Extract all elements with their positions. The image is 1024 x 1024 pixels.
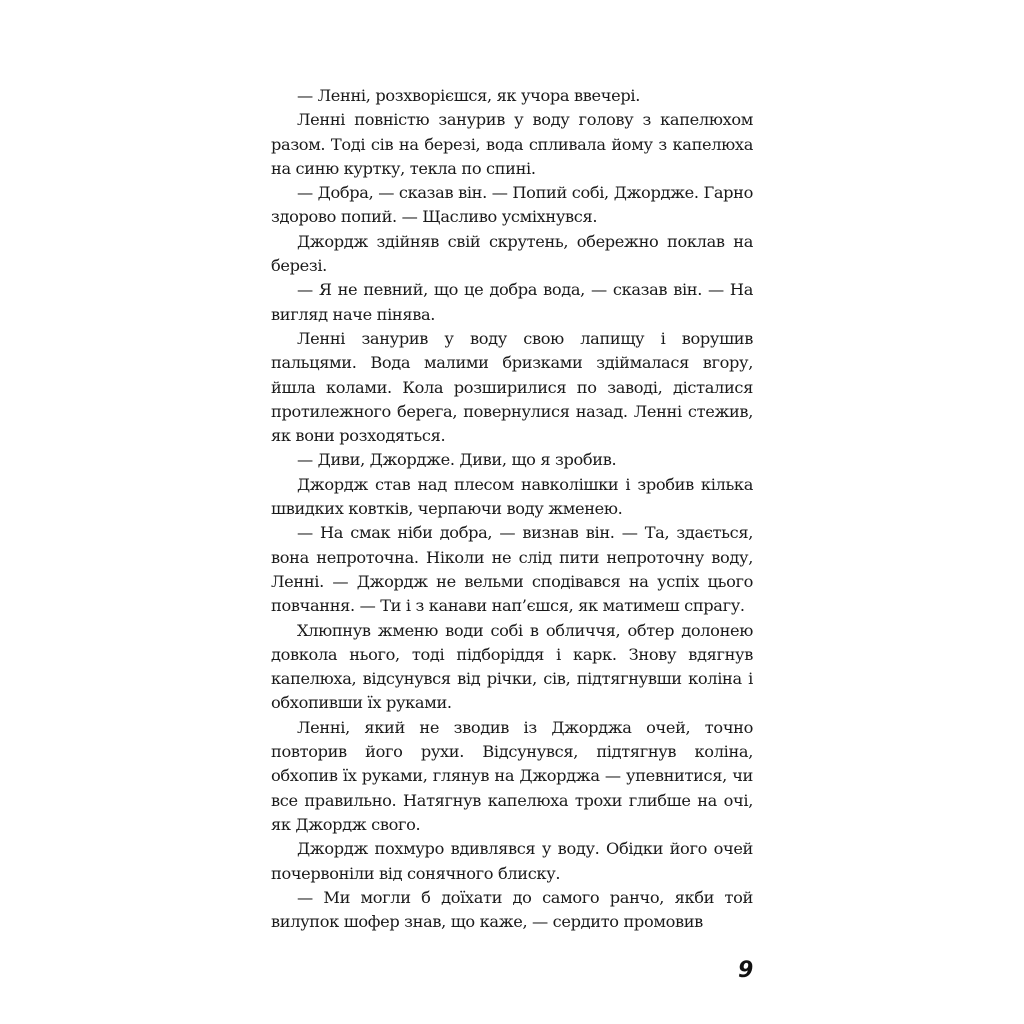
paragraph: — Добра, — сказав він. — Попий собі, Джордже. Гарно здорово попий. — Щасливо усміхнувся. bbox=[271, 183, 753, 227]
paragraph: Джордж похмуро вдивлявся у воду. Обідки його очей почервоніли від сонячного блиску. bbox=[271, 839, 753, 883]
paragraph: Джордж здійняв свій скрутень, обережно поклав на березі. bbox=[271, 231, 753, 276]
paragraph: — Ми могли б доїхати до самого ранчо, якби той вилупок шофер знав, що каже, — сердито промовив bbox=[271, 887, 753, 932]
paragraph: Ленні, який не зводив із Джорджа очей, точно повторив його рухи. Відсунувся, підтягнув коліна, обхопив їх руками, глянув на Джорджа — упевнитися, чи все правильно. Натягнув капелюха трохи глибше на очі, як Джордж свого. bbox=[271, 717, 753, 834]
paragraph: — Я не певний, що це добра вода, — сказав він. — На вигляд наче пінява. bbox=[271, 280, 753, 324]
paragraph: Ленні повністю занурив у воду голову з капелюхом разом. Тоді сів на березі, вода спливала йому з капелюха на синю куртку, текла по спині. bbox=[271, 110, 753, 178]
paragraph: — На смак ніби добра, — визнав він. — Та, здається, вона непроточна. Ніколи не слід пити непроточну воду, Ленні. — Джордж не вельми сподівався на успіх цього повчання. — Ти і з канави нап’єшся, як матимеш спрагу. bbox=[271, 523, 753, 616]
page-number: 9 bbox=[738, 958, 754, 983]
paragraph: Хлюпнув жменю води собі в обличчя, обтер долонею довкола нього, тоді підборіддя і карк. Знову вдягнув капелюха, відсунувся від річки, сів, підтягнувши коліна і обхопивши їх руками. bbox=[271, 620, 753, 713]
paragraph: Джордж став над плесом навколішки і зробив кілька швидких ковтків, черпаючи воду жменею. bbox=[271, 474, 753, 519]
paragraph: Ленні занурив у воду свою лапищу і ворушив пальцями. Вода малими бризками здіймалася вгору, йшла колами. Кола розширилися по заводі, дісталися протилежного берега, повернулися назад. Ленні стежив, як вони розходяться. bbox=[271, 328, 753, 446]
book-page-text bbox=[271, 84, 753, 934]
paragraph: — Ленні, розхворієшся, як учора ввечері. bbox=[297, 86, 640, 105]
paragraph: — Диви, Джордже. Диви, що я зробив. bbox=[297, 450, 617, 470]
